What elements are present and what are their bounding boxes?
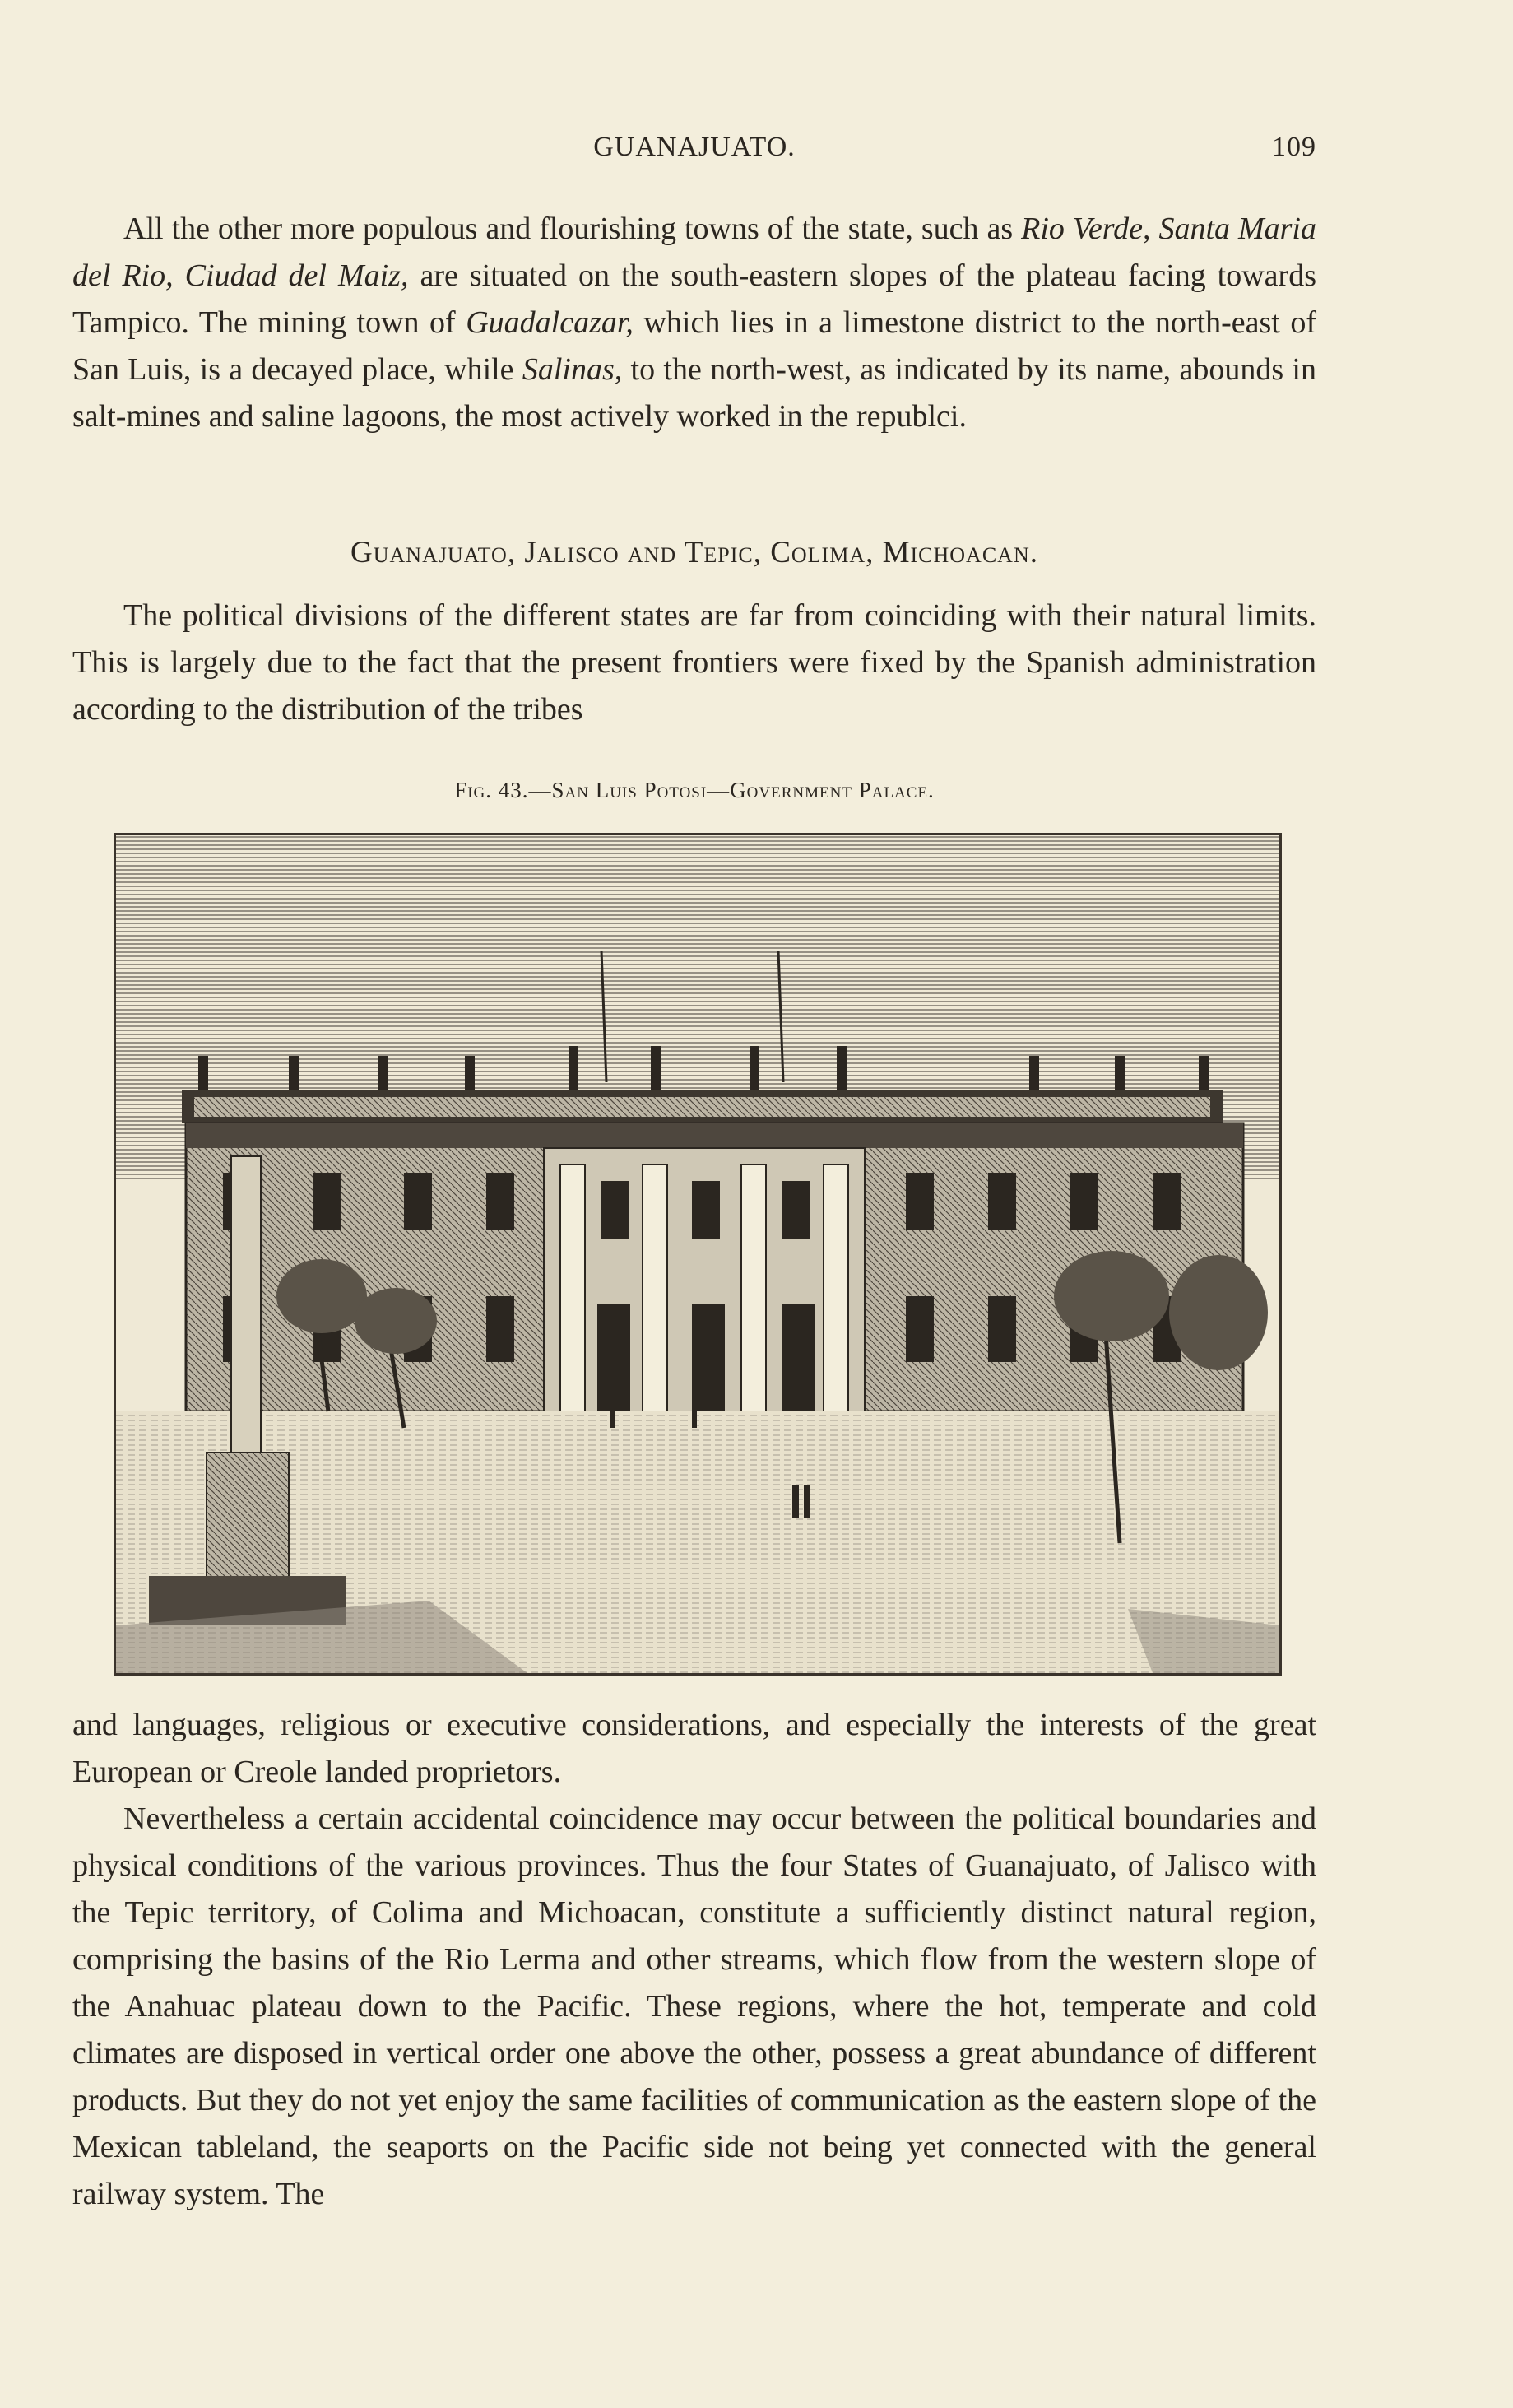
running-title: GUANAJUATO. <box>593 132 796 162</box>
paragraph-4-text: Nevertheless a certain accidental coincidence may occur between the political boundaries and physical conditions of the various provinces. Thus the four States of Guanajuato, of Jalisco with the Tepic territory, of Colima and Michoacan, constitute a sufficiently distinct natural region, comprising the basins of the Rio Lerma and other streams, which flow from the western slope of the Anahuac plateau down to the Pacific. These regions, where the hot, temperate and cold climates are disposed in vertical order one above the other, possess a great abundance of different products. But they do not yet enjoy the same facilities of communication as the eastern slope of the Mexican tableland, the seaports on the Pacific side not being yet connected with the general railway system. The <box>72 1801 1316 2211</box>
paragraph-3-text: and languages, religious or executive considerations, and especially the interests of the great European or Creole landed proprietors. <box>72 1708 1316 1789</box>
section-heading: Guanajuato, Jalisco and Tepic, Colima, Michoacan. <box>350 536 1038 569</box>
paragraph-1 <box>72 206 1316 440</box>
palace-engraving-image <box>116 835 1279 1673</box>
figure-engraving <box>114 833 1282 1676</box>
paragraph-1-run: are situated on the south-eastern slopes of the plateau facing towards Tampico. The mining town of <box>72 258 1316 340</box>
paragraph-1-run: which lies in a limestone district to the north-east of San Luis, is a decayed place, while <box>72 305 1317 387</box>
paragraph-1-run: to the north-west, as indicated by its name, abounds in salt-mines and saline lagoons, the most actively worked in the republci. <box>72 352 1316 434</box>
paragraph-2-text: The political divisions of the different states are far from coinciding with their natural limits. This is largely due to the fact that the present frontiers were fixed by the Spanish administration according to the distribution of the tribes <box>72 598 1316 727</box>
italic-place-name: Rio Verde, Santa Maria del Rio, Ciudad del Maiz, <box>72 212 1316 293</box>
italic-place-name: Salinas, <box>522 352 623 387</box>
italic-place-name: Guadalcazar, <box>466 305 634 340</box>
page-number: 109 <box>1272 132 1316 162</box>
paragraph-1-text <box>72 206 1316 440</box>
paragraph-2 <box>72 593 1316 733</box>
figure-caption: Fig. 43.—San Luis Potosi—Government Palace. <box>454 778 935 802</box>
running-header <box>72 132 1316 173</box>
paragraph-3 <box>72 1702 1316 1796</box>
paragraph-1-run: All the other more populous and flourishing towns of the state, such as <box>123 212 1022 246</box>
paragraph-4 <box>72 1796 1316 2218</box>
